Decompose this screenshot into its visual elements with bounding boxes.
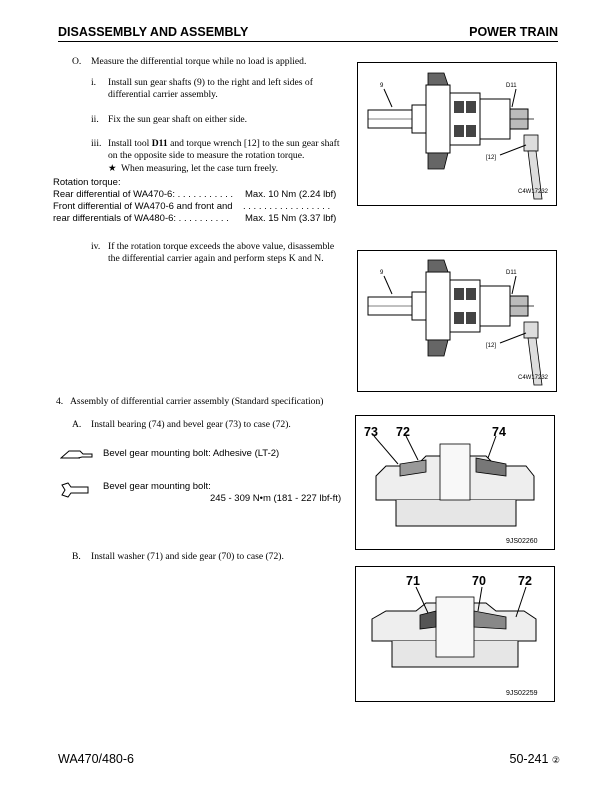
rotation-row-3: rear differentials of WA480-6: . . . . . . . . . .: [53, 213, 229, 224]
fig3-code: 9JS02260: [506, 538, 538, 545]
page-number: 50-241 ②: [509, 752, 560, 766]
step-a-text: Install bearing (74) and bevel gear (73) to case (72).: [91, 419, 291, 430]
step-ii-marker: ii.: [91, 114, 99, 125]
torque-label: Bevel gear mounting bolt:: [103, 481, 211, 492]
step-iii-marker: iii.: [91, 138, 102, 149]
rotation-row-3-value: Max. 15 Nm (3.37 lbf): [245, 213, 337, 224]
revision-mark: ②: [551, 755, 560, 765]
fig2-label-shaft: 9: [380, 270, 384, 276]
step-b-text: Install washer (71) and side gear (70) to case (72).: [91, 551, 284, 562]
step-iv-marker: iv.: [91, 241, 101, 252]
fig2-label-tool: D11: [506, 270, 517, 276]
figure-side-gear-install: [355, 566, 555, 702]
step-i-marker: i.: [91, 77, 97, 88]
fig3-label-72: 72: [396, 425, 410, 439]
fig4-label-71: 71: [406, 574, 420, 588]
rotation-row-1-value: Max. 10 Nm (2.24 lbf): [245, 189, 337, 200]
fig1-label-tool: D11: [506, 83, 517, 89]
step-o-text: Measure the differential torque while no load is applied.: [91, 56, 307, 67]
adhesive-icon: [60, 447, 94, 466]
star-icon: ★: [108, 163, 117, 174]
header-rule: [58, 41, 558, 42]
wrench-icon: [60, 482, 90, 503]
rotation-row-2-dots: . . . . . . . . . . . . . . . . .: [243, 201, 331, 212]
fig2-code: C4W17232: [518, 375, 549, 381]
fig3-label-73: 73: [364, 425, 378, 439]
step-iii-line1: Install tool D11 and torque wrench [12] to the sun gear shaft: [108, 138, 340, 149]
figure-differential-torque-1: [357, 62, 557, 206]
fig4-label-70: 70: [472, 574, 486, 588]
section-title: DISASSEMBLY AND ASSEMBLY: [58, 25, 249, 39]
fig4-label-72: 72: [518, 574, 532, 588]
step-a-marker: A.: [72, 419, 82, 430]
fig1-code: C4W17232: [518, 189, 549, 195]
step-iii-line2: on the opposite side to measure the rotation torque.: [108, 150, 305, 161]
step-i-line2: differential carrier assembly.: [108, 89, 218, 100]
step-i-line1: Install sun gear shafts (9) to the right and left sides of: [108, 77, 313, 88]
step-4-marker: 4.: [56, 396, 64, 407]
step-4-text: Assembly of differential carrier assembly (Standard specification): [70, 396, 324, 407]
step-o-marker: O.: [72, 56, 82, 67]
fig2-label-wrench: [12]: [486, 343, 497, 349]
rotation-title: Rotation torque:: [53, 177, 121, 188]
step-ii-line: Fix the sun gear shaft on either side.: [108, 114, 248, 125]
fig4-code: 9JS02259: [506, 690, 538, 697]
fig1-label-shaft: 9: [380, 83, 384, 89]
tool-d11: D11: [151, 138, 168, 149]
fig3-label-74: 74: [492, 425, 506, 439]
step-iv-line1: If the rotation torque exceeds the above value, disassemble: [108, 241, 335, 252]
torque-value: 245 - 309 N•m (181 - 227 lbf-ft): [210, 493, 342, 504]
model-number: WA470/480-6: [58, 752, 134, 766]
step-iv-line2: the differential carrier again and perform steps K and N.: [108, 253, 324, 264]
fig1-label-wrench: [12]: [486, 155, 497, 161]
figure-bevel-gear-install: [355, 415, 555, 550]
measuring-note: When measuring, let the case turn freely.: [121, 163, 279, 174]
rotation-row-1: Rear differential of WA470-6: . . . . . . . . . . .: [53, 189, 234, 200]
adhesive-spec: Bevel gear mounting bolt: Adhesive (LT-2): [103, 448, 280, 459]
step-b-marker: B.: [72, 551, 81, 562]
rotation-row-2: Front differential of WA470-6 and front and: [53, 201, 233, 212]
figure-differential-torque-2: [357, 250, 557, 392]
chapter-title: POWER TRAIN: [469, 25, 558, 39]
